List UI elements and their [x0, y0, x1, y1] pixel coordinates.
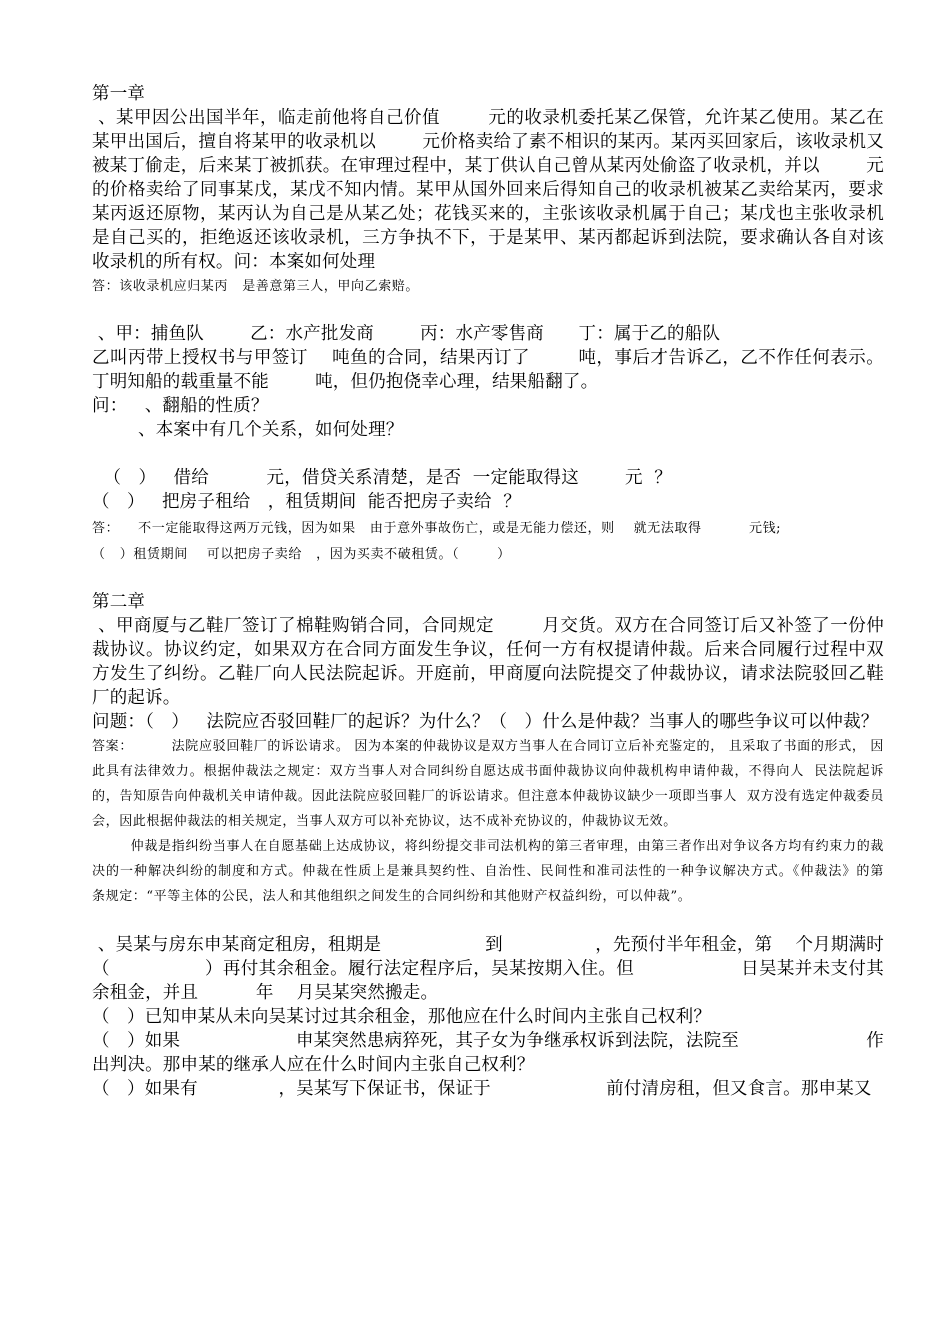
- spacer: [92, 298, 884, 322]
- ch1-case3-question1: （ ） 借给 元，借贷关系清楚，是否 一定能取得这 元 ？: [92, 468, 672, 488]
- ch2-case1-question: 问题：（ ） 法院应否驳回鞋厂的起诉？为什么？（ ）什么是仲裁？当事人的哪些争议可以仲裁？: [92, 712, 879, 732]
- spacer: [92, 909, 884, 933]
- ch1-case2-text: 乙叫丙带上授权书与甲签订 吨鱼的合同，结果丙订了 吨，事后才告诉乙，乙不作任何表示。丁明知船的载重量不能 吨，但仍抱侥幸心理，结果船翻了。: [92, 348, 884, 392]
- ch1-case1-answer: 答：该收录机应归某丙 是善意第三人，甲向乙索赔。: [92, 279, 419, 294]
- chapter1-title: 第一章: [92, 84, 146, 104]
- spacer: [92, 442, 884, 466]
- chapter2-title: 第二章: [92, 592, 146, 612]
- ch2-case1-answer2: 仲裁是指纠纷当事人在自愿基础上达成协议，将纠纷提交非司法机构的第三者审理，由第三者作出对争议各方均有约束力的裁决的一种解决纠纷的制度和方式。仲裁在性质上是兼具契约性、自治性、民间性和准司法性的一种争议解决方式。《仲裁法》的第 条规定：“平等主体的公民，法人和其他组织之间发生的合同纠纷和其他财产权益纠纷，可以仲裁”。: [92, 839, 903, 904]
- ch2-case2-question3: （ ）如果有 ，吴某写下保证书，保证于 前付清房租，但又食言。那申某又: [92, 1079, 872, 1099]
- ch2-case2-text: 、吴某与房东申某商定租房，租期是 到 ，先预付半年租金，第 个月期满时（ ）再付其余租金。履行法定程序后，吴某按期入住。但 日吴某并未支付其余租金，并且 年 月吴某突然搬走。: [92, 935, 884, 1003]
- ch2-case1-text: 、甲商厦与乙鞋厂签订了棉鞋购销合同，合同规定 月交货。双方在合同签订后又补签了一份仲裁协议。协议约定，如果双方在合同方面发生争议，任何一方有权提请仲裁。后来合同履行过程中双方发生了纠纷。乙鞋厂向人民法院起诉。开庭前，甲商厦向法院提交了仲裁协议，请求法院驳回乙鞋厂的起诉。: [92, 616, 884, 708]
- spacer: [92, 566, 884, 590]
- ch1-case2-parties: 、甲：捕鱼队 乙：水产批发商 丙：水产零售商 丁：属于乙的船队: [92, 324, 721, 344]
- ch2-case2-question2: （ ）如果 申某突然患病猝死，其子女为争继承权诉到法院，法院至 作出判决。那申某的继承人应在什么时间内主张自己权利？: [92, 1031, 884, 1075]
- ch2-case2-question1: （ ）已知申某从未向吴某讨过其余租金，那他应在什么时间内主张自己权利？: [92, 1007, 712, 1027]
- ch1-case3-answer2: （ ）租赁期间 可以把房子卖给 ，因为买卖不破租赁。（ ）: [92, 547, 511, 562]
- ch1-case3-answer1: 答： 不一定能取得这两万元钱，因为如果 由于意外事故伤亡，或是无能力偿还，则 就无法取得 元钱;: [92, 521, 782, 536]
- ch2-case1-answer1: 答案： 法院应驳回鞋厂的诉讼请求。 因为本案的仲裁协议是双方当事人在合同订立后补充鉴定的， 且采取了书面的形式， 因此具有法律效力。根据仲裁法之规定：双方当事人对合同纠纷自愿达成书面仲裁协议向仲裁机构申请仲裁，不得向人 民法院起诉的，告知原告向仲裁机关申请仲裁。因此法院应驳回鞋厂的诉讼请求。但注意本仲裁协议缺少一项即当事人 双方没有选定仲裁委员会，因此根据仲裁法的相关规定，当事人双方可以补充协议，达不成补充协议的，仲裁协议无效。: [92, 739, 884, 829]
- ch1-case1-text: 、某甲因公出国半年，临走前他将自己价值 元的收录机委托某乙保管，允许某乙使用。某乙在某甲出国后，擅自将某甲的收录机以 元价格卖给了素不相识的某丙。某丙买回家后，该收录机又被某丁偷走，后来某丁被抓获。在审理过程中，某丁供认自己曾从某丙处偷盗了收录机，并以 元的价格卖给了同事某戊，某戊不知内情。某甲从国外回来后得知自己的收录机被某乙卖给某丙，要求某丙返还原物，某丙认为自己是从某乙处；花钱买来的，主张该收录机属于自己；某戊也主张收录机是自己买的，拒绝返还该收录机，三方争执不下，于是某甲、某丙都起诉到法院，要求确认各自对该收录机的所有权。问：本案如何处理: [92, 108, 884, 272]
- ch1-case2-question2: 、本案中有几个关系，如何处理？: [138, 420, 404, 440]
- ch1-case3-question2: （ ） 把房子租给 ，租赁期间 能否把房子卖给 ？: [92, 492, 521, 512]
- ch1-case2-question1: 问： 、翻船的性质？: [92, 396, 269, 416]
